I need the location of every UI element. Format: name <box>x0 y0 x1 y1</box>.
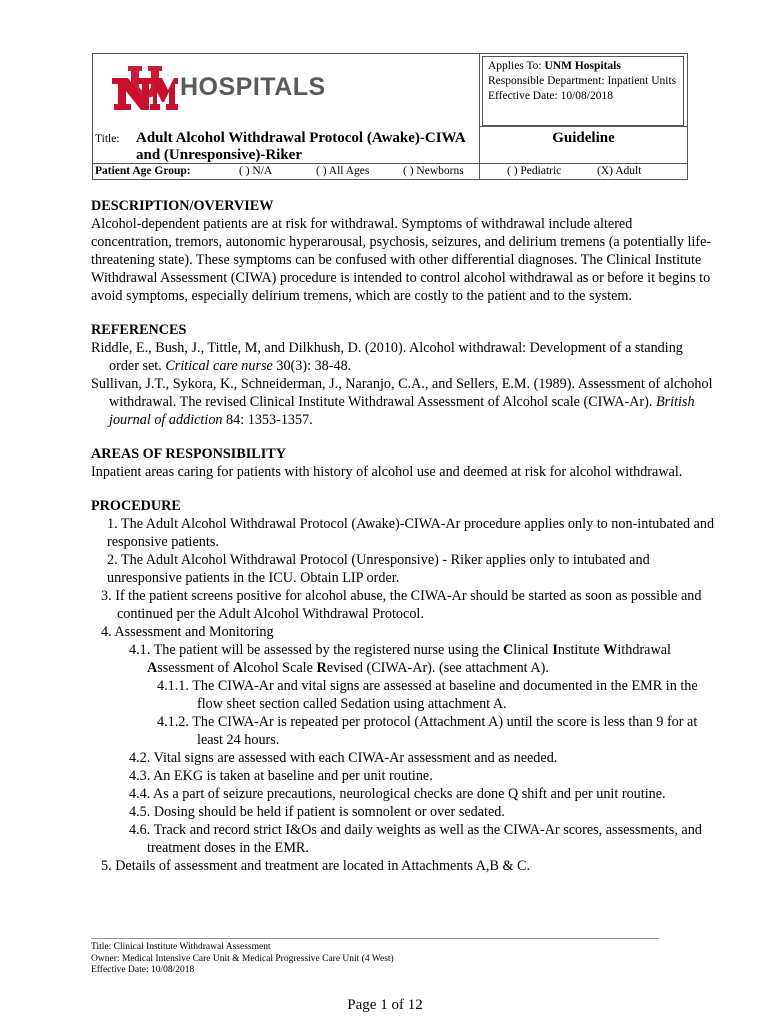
effective-date: Effective Date: 10/08/2018 <box>488 90 613 102</box>
age-group-row <box>95 165 191 178</box>
reference-item: Sullivan, J.T., Sykora, K., Schneiderman, J., Naranjo, C.A., and Sellers, E.M. (1989). Assessment of alchohol withdrawal. The revised Clinical Institute Withdrawal Assessment of Alcohol scale (CIWA-Ar). British journal of addiction 84: 1353-1357. <box>91 376 713 428</box>
responsible-department: Responsible Department: Inpatient Units <box>488 75 677 87</box>
footer <box>91 942 394 977</box>
footer-owner: Owner: Medical Intensive Care Unit & Medical Progressive Care Unit (4 West) <box>91 953 394 964</box>
age-option-na: ( ) N/A <box>239 165 273 177</box>
procedure-substep: 4.1.2. The CIWA-Ar is repeated per protocol (Attachment A) until the score is less than 9 for at least 24 hours. <box>157 714 698 748</box>
procedure-heading: PROCEDURE <box>91 498 181 514</box>
procedure-substep: 4.6. Track and record strict I&Os and daily weights as well as the CIWA-Ar scores, assessments, and treatment doses in the EMR. <box>129 822 702 856</box>
procedure-substep: 4.3. An EKG is taken at baseline and per unit routine. <box>129 768 433 784</box>
overview-text: Alcohol-dependent patients are at risk for withdrawal. Symptoms of withdrawal include altered concentration, tremors, autonomic hyperarousal, psychosis, seizures, and delirium tremens (a potentially life-threatening state). These symptoms can be confused with other differential diagnoses. The Clinical Institute Withdrawal Assessment (CIWA) procedure is intended to control alcohol withdrawal as or before it begins to avoid symptoms, especially delirium tremens, which are costly to the patient and to the system. <box>91 216 712 304</box>
areas-section <box>91 445 716 481</box>
doc-title: Adult Alcohol Withdrawal Protocol (Awake)-CIWA and (Unresponsive)-Riker <box>136 130 465 163</box>
overview-heading: DESCRIPTION/OVERVIEW <box>91 198 274 214</box>
age-option-pediatric: ( ) Pediatric <box>507 165 562 177</box>
page-number: Page 1 of 12 <box>347 997 423 1013</box>
procedure-section <box>91 497 716 875</box>
procedure-substep: 4.2. Vital signs are assessed with each CIWA-Ar assessment and as needed. <box>129 750 558 766</box>
footer-effective: Effective Date: 10/08/2018 <box>91 965 195 975</box>
references-section <box>91 321 716 429</box>
areas-heading: AREAS OF RESPONSIBILITY <box>91 446 286 462</box>
logo-text: HOSPITALS <box>180 73 326 101</box>
age-option-newborns: ( ) Newborns <box>403 165 464 177</box>
reference-item: Riddle, E., Bush, J., Tittle, M, and Dilkhush, D. (2010). Alcohol withdrawal: Development of a standing order set. Critical care nurse 30(3): 38-48. <box>91 340 683 374</box>
header-divider <box>479 126 688 127</box>
age-group-label: Patient Age Group: <box>95 165 191 177</box>
procedure-step: 2. The Adult Alcohol Withdrawal Protocol (Unresponsive) - Riker applies only to intubated and unresponsive patients in the ICU. Obtain LIP order. <box>107 552 650 586</box>
references-heading: REFERENCES <box>91 322 187 338</box>
document-body <box>91 197 716 875</box>
areas-text: Inpatient areas caring for patients with history of alcohol use and deemed at risk for alcohol withdrawal. <box>91 464 683 480</box>
unm-logo <box>110 64 178 115</box>
procedure-substep: 4.5. Dosing should be held if patient is somnolent or over sedated. <box>129 804 505 820</box>
age-option-all: ( ) All Ages <box>316 165 370 177</box>
footer-divider <box>91 938 659 939</box>
applies-to-label: Applies To: <box>488 60 545 72</box>
procedure-step: 1. The Adult Alcohol Withdrawal Protocol (Awake)-CIWA-Ar procedure applies only to non-intubated and responsive patients. <box>107 516 715 550</box>
doc-type: Guideline <box>552 130 615 146</box>
title-label: Title: <box>95 133 120 145</box>
procedure-substep: 4.1.1. The CIWA-Ar and vital signs are assessed at baseline and documented in the EMR in the flow sheet section called Sedation using attachment A. <box>157 678 698 712</box>
procedure-substep: 4.1. The patient will be assessed by the registered nurse using the Clinical Institute Withdrawal Assessment of Alcohol Scale Revised (CIWA-Ar). (see attachment A). <box>129 642 671 676</box>
age-option-adult: (X) Adult <box>597 165 642 177</box>
applies-block <box>488 59 683 104</box>
procedure-step: 5. Details of assessment and treatment are located in Attachments A,B & C. <box>101 858 531 874</box>
procedure-step: 4. Assessment and Monitoring <box>101 624 274 640</box>
footer-title: Title: Clinical Institute Withdrawal Assessment <box>91 942 271 952</box>
procedure-substep: 4.4. As a part of seizure precautions, neurological checks are done Q shift and per unit routine. <box>129 786 666 802</box>
applies-to-value: UNM Hospitals <box>544 60 621 72</box>
overview-section <box>91 197 716 305</box>
procedure-step: 3. If the patient screens positive for alcohol abuse, the CIWA-Ar should be started as soon as possible and continued per the Adult Alcohol Withdrawal Protocol. <box>101 588 702 622</box>
